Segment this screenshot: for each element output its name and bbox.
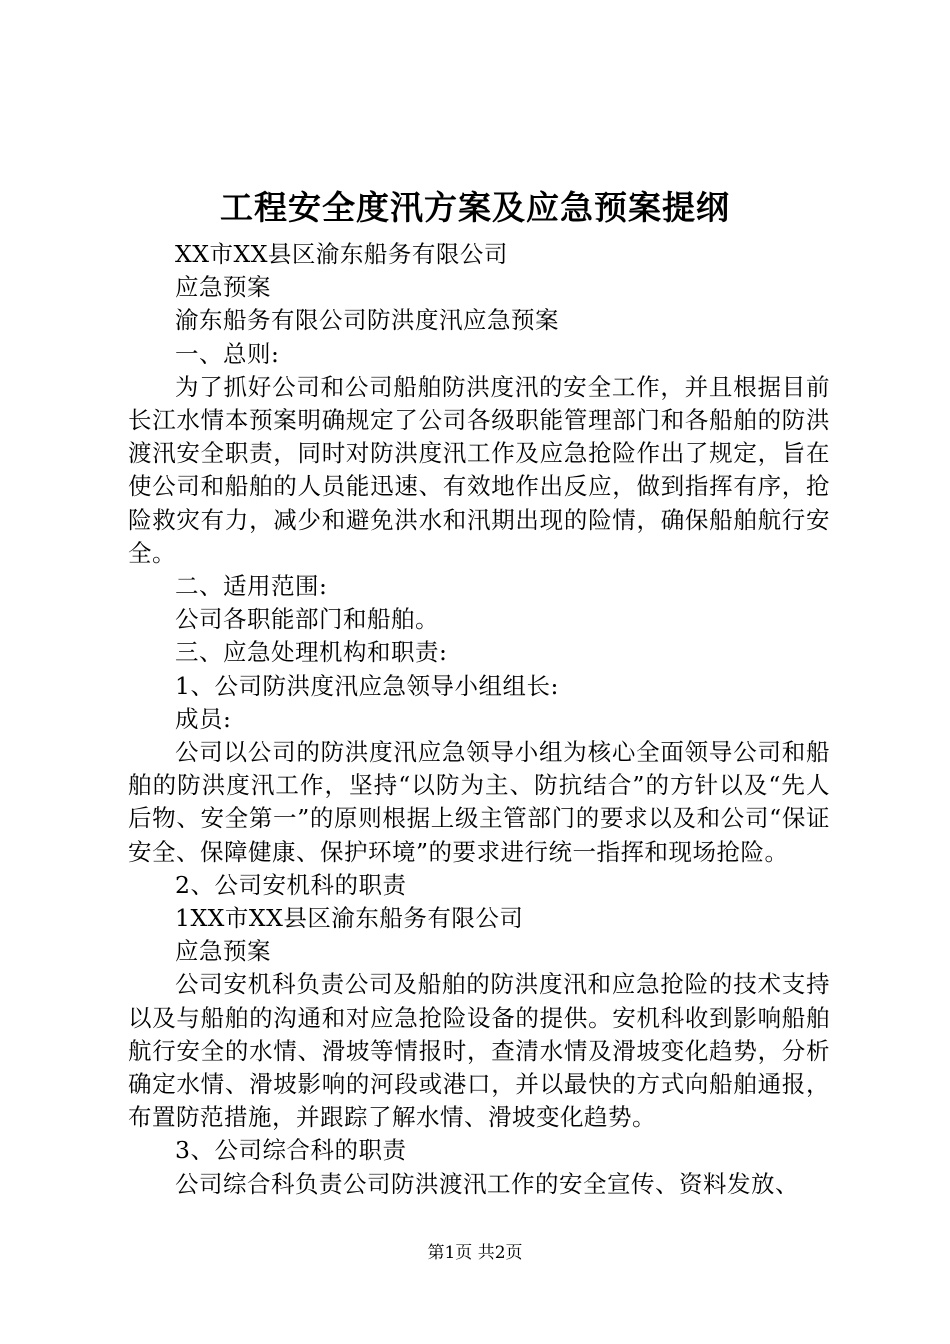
body-line: 公司各职能部门和船舶。 xyxy=(175,605,439,634)
body-paragraph: 公司以公司的防洪度汛应急领导小组为核心全面领导公司和船舶的防洪度汛工作，坚持“以防为主、防抗结合”的方针以及“先人后物、安全第一”的原则根据上级主管部门的要求以及和公司“保证安全、保障健康、保护环境”的要求进行统一指挥和现场抢险。 xyxy=(128,738,830,866)
document-title: 工程安全度汛方案及应急预案提纲 xyxy=(220,188,730,227)
body-paragraph: 公司综合科负责公司防洪渡汛工作的安全宣传、资料发放、 xyxy=(175,1169,799,1198)
section-heading: 二、适用范围: xyxy=(175,572,328,601)
section-heading: 一、总则: xyxy=(175,339,280,368)
body-line: 应急预案 xyxy=(175,273,271,302)
body-line: 1XX市XX县区渝东船务有限公司 xyxy=(175,904,524,933)
body-line: 2、公司安机科的职责 xyxy=(175,870,407,899)
body-line: 渝东船务有限公司防洪度汛应急预案 xyxy=(175,306,559,335)
body-line: 成员: xyxy=(175,704,232,733)
body-paragraph: 公司安机科负责公司及船舶的防洪度汛和应急抢险的技术支持以及与船舶的沟通和对应急抢险设备的提供。安机科收到影响船舶航行安全的水情、滑坡等情报时，查清水情及滑坡变化趋势，分析确定水情、滑坡影响的河段或港口，并以最快的方式向船舶通报，布置防范措施，并跟踪了解水情、滑坡变化趋势。 xyxy=(128,970,830,1132)
page-footer: 第1页 共2页 xyxy=(427,1243,523,1263)
body-line: 应急预案 xyxy=(175,937,271,966)
body-line: 1、公司防洪度汛应急领导小组组长: xyxy=(175,671,559,700)
document-body xyxy=(128,238,830,1201)
body-line: 3、公司综合科的职责 xyxy=(175,1136,407,1165)
body-line: XX市XX县区渝东船务有限公司 xyxy=(175,240,508,268)
body-paragraph: 为了抓好公司和公司船舶防洪度汛的安全工作，并且根据目前长江水情本预案明确规定了公司各级职能管理部门和各船舶的防洪渡汛安全职责，同时对防洪度汛工作及应急抢险作出了规定，旨在使公司和船舶的人员能迅速、有效地作出反应，做到指挥有序，抢险救灾有力，减少和避免洪水和汛期出现的险情，确保船舶航行安全。 xyxy=(128,372,830,567)
section-heading: 三、应急处理机构和职责: xyxy=(175,638,448,667)
